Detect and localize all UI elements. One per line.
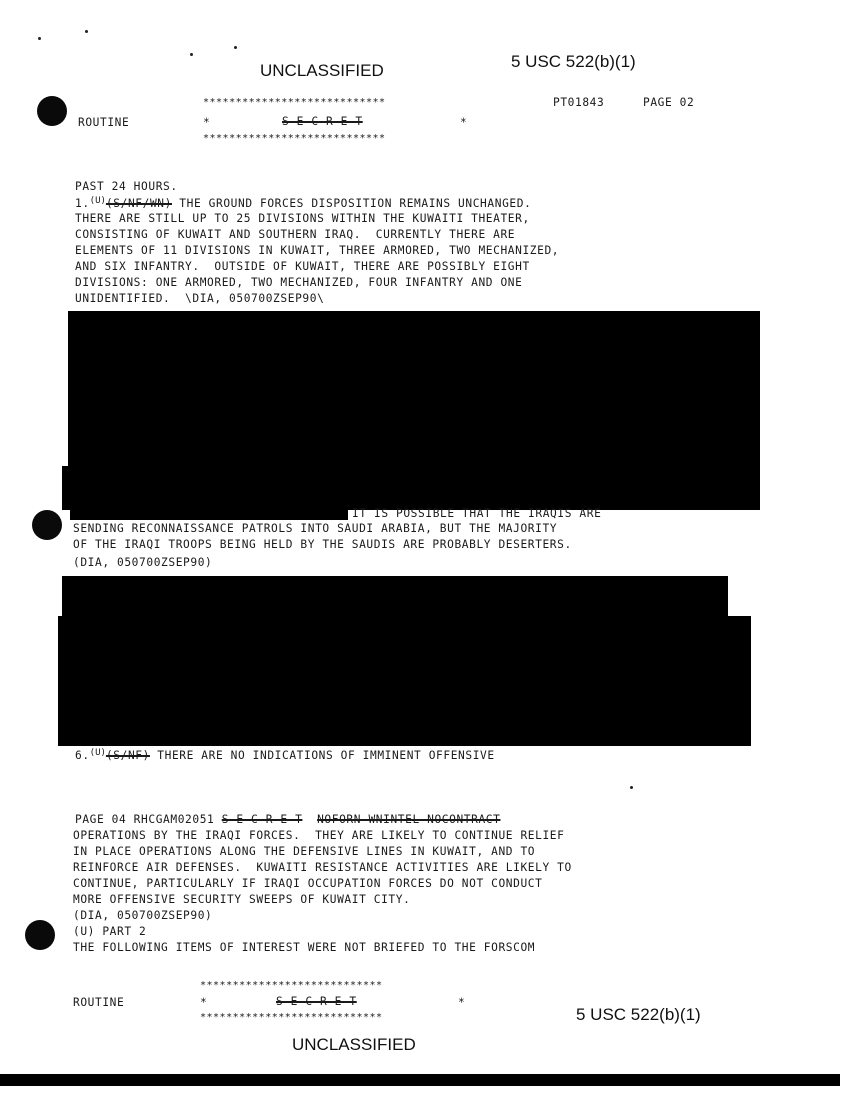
paragraph-number: 6.	[75, 749, 90, 762]
paragraph-1-line: THERE ARE STILL UP TO 25 DIVISIONS WITHIN THE KUWAITI THEATER,	[75, 212, 530, 225]
footer-stars-top: ****************************	[200, 980, 383, 991]
header-stars-top: ****************************	[203, 97, 386, 108]
paragraph-2-partial: IT IS POSSIBLE THAT THE IRAQIS ARE	[352, 507, 602, 520]
paragraph-6-line: REINFORCE AIR DEFENSES. KUWAITI RESISTANCE ACTIVITIES ARE LIKELY TO	[73, 861, 572, 874]
header-star-right: *	[460, 116, 468, 129]
page-4-caveats-struck: NOFORN WNINTEL NOCONTRACT	[317, 813, 501, 826]
header-stars-bottom: ****************************	[203, 133, 386, 144]
page-number: PAGE 02	[643, 96, 695, 109]
struck-classification: (S/NF/WN)	[105, 197, 172, 210]
header-secret-struck: S E C R E T	[282, 115, 363, 128]
paragraph-2-line: SENDING RECONNAISSANCE PATROLS INTO SAUDI ARABIA, BUT THE MAJORITY	[73, 522, 558, 535]
unclassified-marking: (U)	[89, 196, 106, 206]
punch-hole	[25, 920, 55, 950]
paragraph-6-line: MORE OFFENSIVE SECURITY SWEEPS OF KUWAIT CITY.	[73, 893, 411, 906]
paragraph-1-first-line	[75, 196, 531, 210]
paragraph-6-line: (DIA, 050700ZSEP90)	[73, 909, 213, 922]
struck-classification: (S/NF)	[105, 749, 150, 762]
paragraph-number: 1.	[75, 197, 90, 210]
scan-edge-bar	[0, 1074, 840, 1086]
punch-hole	[37, 96, 67, 126]
message-id: PT01843	[553, 96, 605, 109]
redaction-block	[68, 311, 760, 468]
paragraph-2-line: (DIA, 050700ZSEP90)	[73, 556, 213, 569]
paragraph-6-line: OPERATIONS BY THE IRAQI FORCES. THEY ARE LIKELY TO CONTINUE RELIEF	[73, 829, 565, 842]
paragraph-1-line: UNIDENTIFIED. \DIA, 050700ZSEP90\	[75, 292, 325, 305]
scan-speck	[234, 46, 237, 49]
bottom-exemption-stamp: 5 USC 522(b)(1)	[576, 1005, 701, 1024]
unclassified-marking: (U)	[89, 748, 106, 758]
top-classification-stamp: UNCLASSIFIED	[260, 61, 384, 80]
punch-hole	[32, 510, 62, 540]
paragraph-6-text: THERE ARE NO INDICATIONS OF IMMINENT OFFENSIVE	[149, 749, 495, 762]
paragraph-1-line: AND SIX INFANTRY. OUTSIDE OF KUWAIT, THERE ARE POSSIBLY EIGHT	[75, 260, 530, 273]
redaction-block	[58, 616, 751, 746]
footer-star-left: *	[200, 996, 208, 1009]
scan-speck	[630, 786, 633, 789]
paragraph-2-line: OF THE IRAQI TROOPS BEING HELD BY THE SAUDIS ARE PROBABLY DESERTERS.	[73, 538, 572, 551]
footer-secret-struck: S E C R E T	[276, 995, 357, 1008]
paragraph-1-line: CONSISTING OF KUWAIT AND SOUTHERN IRAQ. CURRENTLY THERE ARE	[75, 228, 516, 241]
paragraph-1-line: ELEMENTS OF 11 DIVISIONS IN KUWAIT, THREE ARMORED, TWO MECHANIZED,	[75, 244, 560, 257]
footer-stars-bottom: ****************************	[200, 1012, 383, 1023]
header-routine: ROUTINE	[78, 116, 130, 129]
footer-star-right: *	[458, 996, 466, 1009]
redaction-block	[70, 508, 348, 520]
part-2-heading: (U) PART 2	[73, 925, 147, 938]
scan-speck	[38, 37, 41, 40]
page-4-header	[75, 813, 500, 826]
past-24-hours: PAST 24 HOURS.	[75, 180, 178, 193]
paragraph-6-line: IN PLACE OPERATIONS ALONG THE DEFENSIVE LINES IN KUWAIT, AND TO	[73, 845, 536, 858]
page-4-id: PAGE 04 RHCGAM02051	[75, 813, 222, 826]
scan-speck	[190, 53, 193, 56]
redaction-block	[62, 466, 760, 510]
paragraph-1-line: DIVISIONS: ONE ARMORED, TWO MECHANIZED, FOUR INFANTRY AND ONE	[75, 276, 523, 289]
page-4-secret-struck: S E C R E T	[221, 813, 303, 826]
bottom-classification-stamp: UNCLASSIFIED	[292, 1035, 416, 1054]
header-star-left: *	[203, 116, 211, 129]
paragraph-6-first-line	[75, 748, 495, 762]
paragraph-1-text: THE GROUND FORCES DISPOSITION REMAINS UNCHANGED.	[171, 197, 532, 210]
redaction-block	[62, 576, 728, 620]
top-exemption-stamp: 5 USC 522(b)(1)	[511, 52, 636, 71]
paragraph-6-line: CONTINUE, PARTICULARLY IF IRAQI OCCUPATION FORCES DO NOT CONDUCT	[73, 877, 543, 890]
footer-routine: ROUTINE	[73, 996, 125, 1009]
scan-speck	[85, 30, 88, 33]
following-items-line: THE FOLLOWING ITEMS OF INTEREST WERE NOT BRIEFED TO THE FORSCOM	[73, 941, 536, 954]
